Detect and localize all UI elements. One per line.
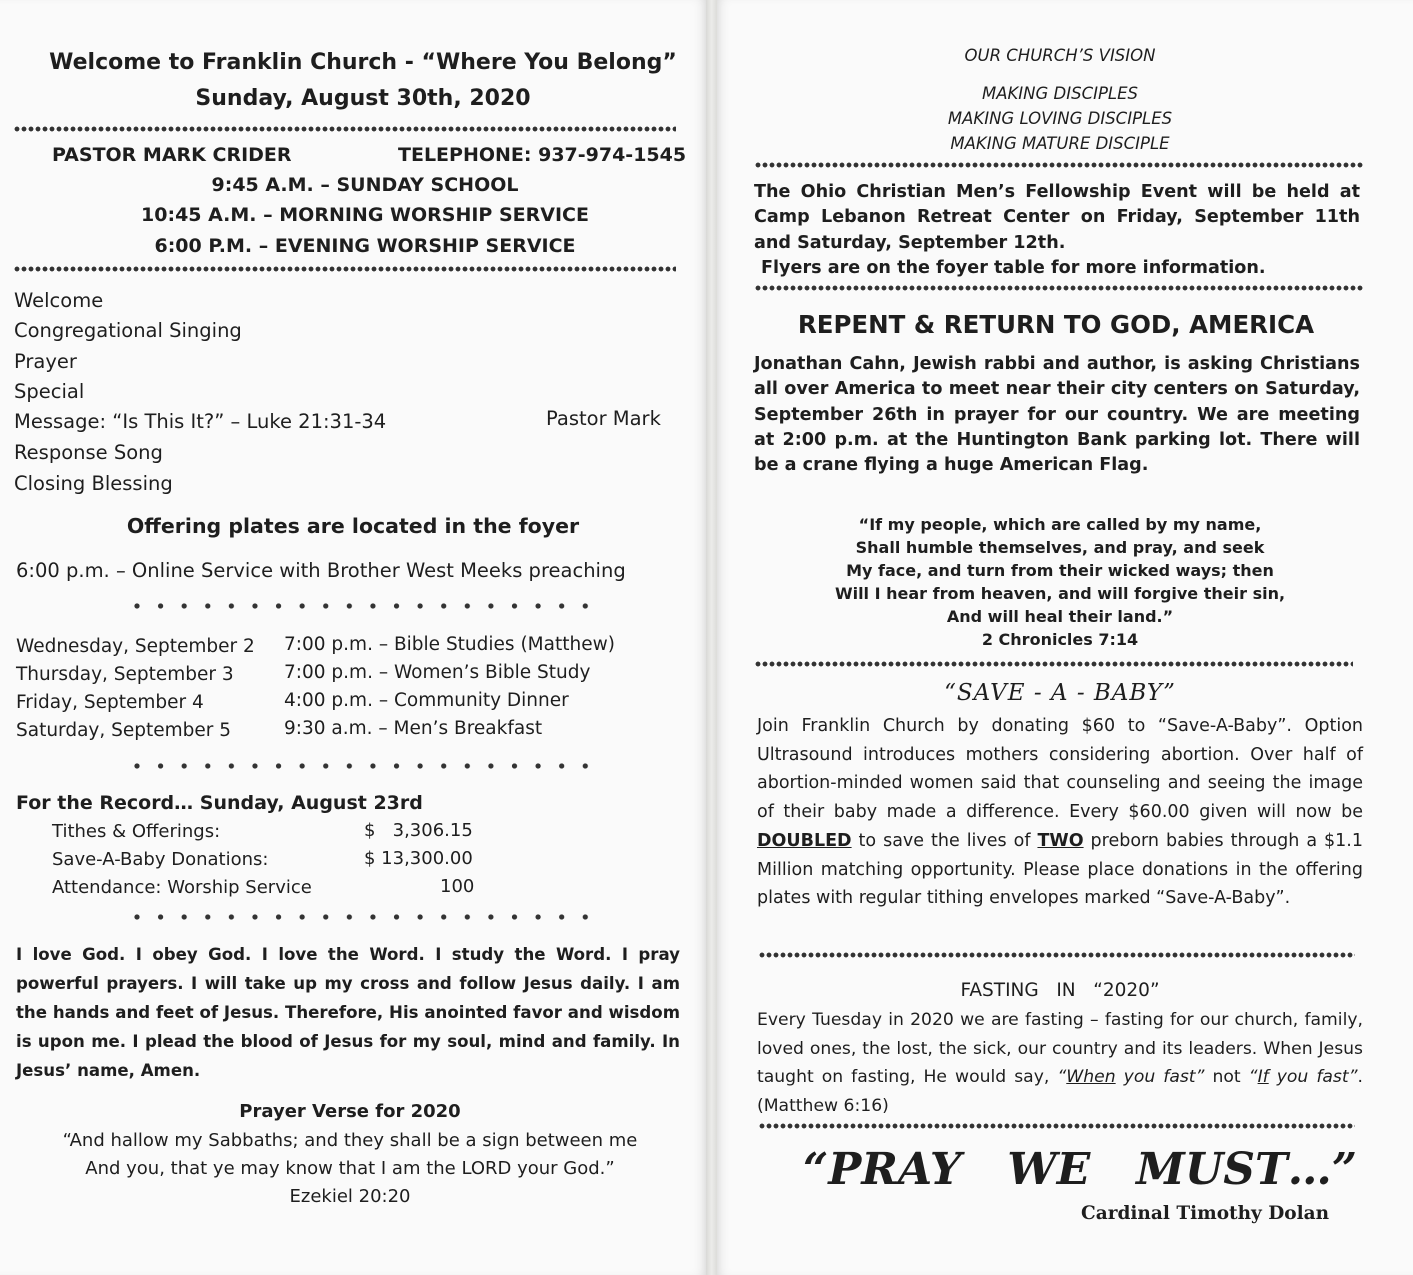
quote-attribution: Cardinal Timothy Dolan xyxy=(1081,1203,1330,1224)
record-label: Tithes & Offerings: xyxy=(52,821,221,842)
scripture-reference: 2 Chronicles 7:14 xyxy=(981,630,1139,649)
right-page xyxy=(717,0,1413,1275)
pastor-name: PASTOR MARK CRIDER xyxy=(52,144,292,166)
record-value-save-a-baby: $ 13,300.00 xyxy=(364,848,473,869)
order-response-song: Response Song xyxy=(14,441,163,464)
schedule-day: Thursday, September 3 xyxy=(16,664,234,685)
prayer-verse-line: “And hallow my Sabbaths; and they shall be a sign between me xyxy=(62,1130,638,1151)
fasting-title: FASTING IN “2020” xyxy=(960,980,1160,1001)
service-time-evening-worship: 6:00 P.M. – EVENING WORSHIP SERVICE xyxy=(154,235,576,257)
vision-line: MAKING MATURE DISCIPLE xyxy=(950,134,1170,153)
fellowship-event: The Ohio Christian Men’s Fellowship Event will be held at Camp Lebanon Retreat Center on Friday, September 11th and Saturday, September 12th. xyxy=(754,182,1360,253)
order-closing-blessing: Closing Blessing xyxy=(14,472,173,495)
dotted-divider xyxy=(755,285,1363,293)
dotted-divider xyxy=(14,266,676,274)
dotted-divider xyxy=(755,661,1353,669)
daily-affirmation: I love God. I obey God. I love the Word. I study the Word. I pray powerful prayers. I will take up my cross and follow Jesus daily. I am the hands and feet of Jesus. Therefore, His anointed favor and wisdom is upon me. I plead the blood of Jesus for my soul, mind and family. In Jesus’ name, Amen. xyxy=(16,945,680,1080)
dotted-divider xyxy=(755,162,1363,170)
pray-we-must-quote: “PRAY WE MUST…” xyxy=(803,1144,1358,1195)
order-welcome: Welcome xyxy=(14,289,104,312)
church-telephone: TELEPHONE: 937-974-1545 xyxy=(398,144,687,166)
order-prayer: Prayer xyxy=(14,350,77,373)
vision-line: MAKING LOVING DISCIPLES xyxy=(947,109,1173,128)
online-service: 6:00 p.m. – Online Service with Brother West Meeks preaching xyxy=(16,559,626,582)
schedule-event: 9:30 a.m. – Men’s Breakfast xyxy=(284,718,543,739)
vision-line: MAKING DISCIPLES xyxy=(981,84,1139,103)
when-emphasis: When xyxy=(1066,1067,1116,1087)
record-value-tithes: $ 3,306.15 xyxy=(364,820,473,841)
scripture-line: My face, and turn from their wicked ways; then xyxy=(846,561,1274,580)
message-speaker: Pastor Mark xyxy=(546,407,661,430)
repent-title: REPENT & RETURN TO GOD, AMERICA xyxy=(797,310,1315,339)
service-time-morning-worship: 10:45 A.M. – MORNING WORSHIP SERVICE xyxy=(141,204,589,226)
scripture-line: Shall humble themselves, and pray, and seek xyxy=(855,538,1265,557)
prayer-verse-title: Prayer Verse for 2020 xyxy=(239,1101,461,1122)
welcome-title: Welcome to Franklin Church - “Where You Belong” xyxy=(49,50,677,75)
service-date: Sunday, August 30th, 2020 xyxy=(195,86,531,111)
record-label: Attendance: Worship Service xyxy=(52,877,312,898)
dotted-divider xyxy=(134,763,604,771)
record-title: For the Record… Sunday, August 23rd xyxy=(16,792,423,814)
record-value-attendance: 100 xyxy=(440,876,475,897)
if-emphasis: If xyxy=(1257,1067,1269,1087)
scripture-line: “If my people, which are called by my name, xyxy=(858,515,1262,534)
order-singing: Congregational Singing xyxy=(14,319,242,342)
service-time-sunday-school: 9:45 A.M. – SUNDAY SCHOOL xyxy=(211,174,519,196)
repent-body: Jonathan Cahn, Jewish rabbi and author, is asking Christians all over America to meet near their city centers on Saturday, September 26th in prayer for our country. We are meeting at 2:00 p.m. at the Huntington Bank parking lot. There will be a crane flying a huge American Flag. xyxy=(754,354,1360,476)
save-a-baby-body: Join Franklin Church by donating $60 to “Save-A-Baby”. Option Ultrasound introduces mothers considering abortion. Over half of abortion-minded women said that counseling and seeing the image of their baby made a difference. Every $60.00 given will now be DOUBLED to save the lives of TWO preborn babies through a $1.1 Million matching opportunity. Please place donations in the offering plates with regular tithing envelopes marked “Save-A-Baby”. xyxy=(757,716,1363,909)
prayer-verse-reference: Ezekiel 20:20 xyxy=(289,1186,411,1207)
dotted-divider xyxy=(759,952,1355,960)
dotted-divider xyxy=(134,603,604,611)
schedule-day: Friday, September 4 xyxy=(16,692,204,713)
page-fold xyxy=(706,0,717,1275)
doubled-emphasis: DOUBLED xyxy=(757,830,852,851)
fellowship-flyers: Flyers are on the foyer table for more information. xyxy=(761,258,1266,278)
schedule-day: Saturday, September 5 xyxy=(16,720,232,741)
order-message: Message: “Is This It?” – Luke 21:31-34 xyxy=(14,410,387,433)
schedule-event: 7:00 p.m. – Women’s Bible Study xyxy=(284,662,591,683)
schedule-event: 7:00 p.m. – Bible Studies (Matthew) xyxy=(284,634,615,655)
two-emphasis: TWO xyxy=(1037,830,1084,851)
save-a-baby-title: “SAVE - A - BABY” xyxy=(944,680,1176,706)
record-label: Save-A-Baby Donations: xyxy=(52,849,269,870)
fasting-body: Every Tuesday in 2020 we are fasting – fasting for our church, family, loved ones, the lost, the sick, our country and its leaders. When Jesus taught on fasting, He would say, “When you fast” not “If you fast”. (Matthew 6:16) xyxy=(757,1010,1363,1116)
dotted-divider xyxy=(134,914,604,922)
schedule-event: 4:00 p.m. – Community Dinner xyxy=(284,690,569,711)
schedule-day: Wednesday, September 2 xyxy=(16,636,255,657)
dotted-divider xyxy=(759,1123,1355,1131)
offering-note: Offering plates are located in the foyer xyxy=(126,514,580,538)
vision-title: OUR CHURCH’S VISION xyxy=(964,46,1156,65)
scripture-line: Will I hear from heaven, and will forgive their sin, xyxy=(834,584,1286,603)
order-special: Special xyxy=(14,380,85,403)
left-page xyxy=(0,0,706,1275)
prayer-verse-line: And you, that ye may know that I am the LORD your God.” xyxy=(85,1158,615,1179)
dotted-divider xyxy=(14,126,676,134)
scripture-line: And will heal their land.” xyxy=(946,607,1174,626)
